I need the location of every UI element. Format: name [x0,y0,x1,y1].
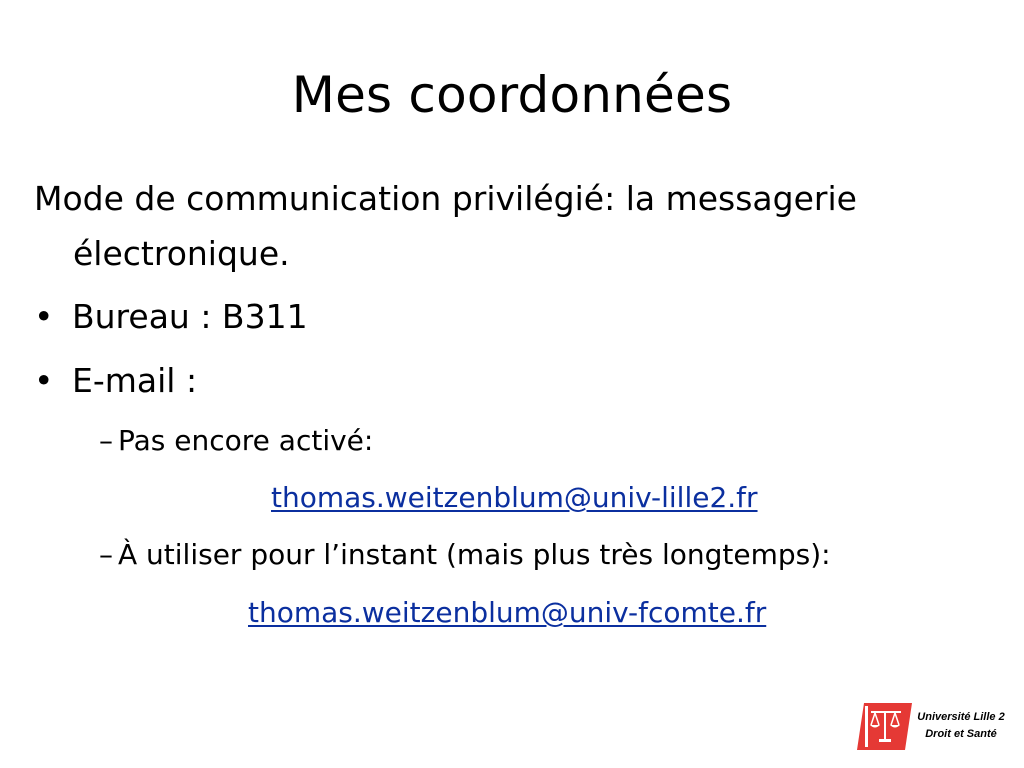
university-logo [857,703,1012,750]
bullet-label: Bureau : B311 [72,297,308,336]
logo-line-2: Droit et Santé [925,728,997,740]
logo-line-1: Université Lille 2 [917,711,1005,723]
dash-marker: – [99,538,113,571]
email-current-label: À utiliser pour l’instant (mais plus très longtemps): [118,538,831,571]
bullet-bureau [34,289,308,344]
email-inactive-label-row [99,417,373,465]
page-title: Mes coordonnées [291,66,733,124]
email-current-label-row [99,531,831,579]
email-link-lille2[interactable]: thomas.weitzenblum@univ-lille2.fr [271,481,758,514]
bullet-marker: • [34,297,54,336]
bullet-marker: • [34,361,54,400]
balance-scales-logo-icon [857,703,912,750]
intro-line-2: électronique. [73,234,290,273]
email-link-fcomte[interactable]: thomas.weitzenblum@univ-fcomte.fr [248,596,767,629]
logo-text [915,709,1007,743]
intro-line-1: Mode de communication privilégié: la messagerie [34,179,857,218]
bullet-email [34,353,197,408]
bullet-label: E-mail : [72,361,198,400]
communication-intro [34,171,974,281]
dash-marker: – [99,424,113,457]
email-inactive-label: Pas encore activé: [118,424,374,457]
